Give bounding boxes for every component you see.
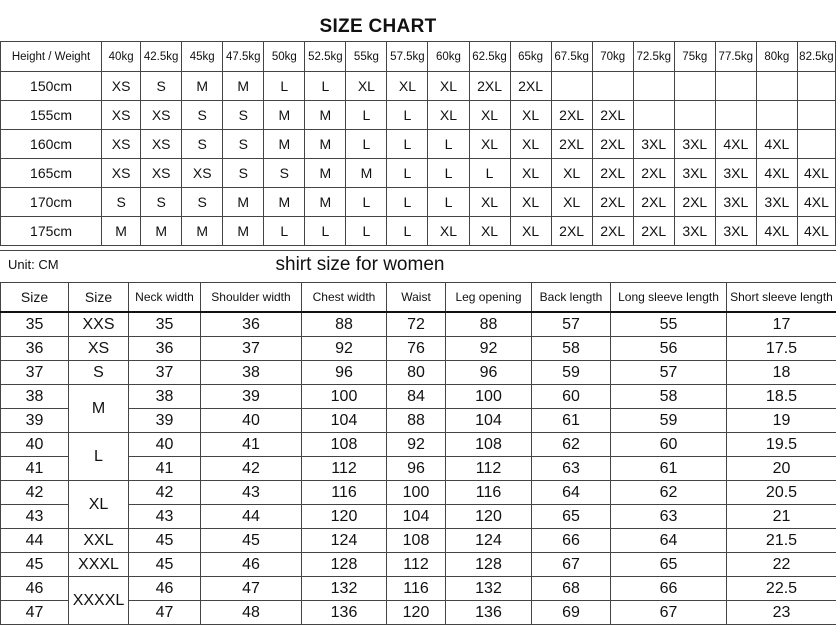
size-cell: 2XL: [674, 188, 715, 217]
size-cell: L: [387, 159, 428, 188]
size-cell: L: [346, 130, 387, 159]
measurement-long: 64: [611, 529, 727, 553]
size-cell: XS: [102, 159, 141, 188]
measurement-chest: 104: [302, 409, 387, 433]
measurement-shoulder: 48: [201, 601, 302, 625]
size-cell: S: [264, 159, 305, 188]
measurement-chest: 120: [302, 505, 387, 529]
size-cell: L: [387, 217, 428, 246]
size-cell: [674, 72, 715, 101]
measurement-long: 59: [611, 409, 727, 433]
size-cell: XS: [102, 130, 141, 159]
size-cell: 2XL: [510, 72, 551, 101]
numeric-size: 46: [1, 577, 69, 601]
height-label: 155cm: [1, 101, 102, 130]
measurement-neck: 45: [129, 529, 201, 553]
measurement-short: 19: [727, 409, 836, 433]
measurement-long: 57: [611, 361, 727, 385]
size-cell: 2XL: [633, 188, 674, 217]
measurement-short: 18.5: [727, 385, 836, 409]
measurement-leg: 88: [446, 312, 532, 337]
column-header: Long sleeve length: [611, 283, 727, 313]
size-cell: L: [346, 101, 387, 130]
measurement-leg: 96: [446, 361, 532, 385]
measurement-chest: 136: [302, 601, 387, 625]
column-header: Back length: [532, 283, 611, 313]
measurement-waist: 72: [387, 312, 446, 337]
size-cell: [592, 72, 633, 101]
size-cell: 3XL: [715, 188, 756, 217]
column-header: Short sleeve length: [727, 283, 836, 313]
measurement-chest: 88: [302, 312, 387, 337]
weight-header: 40kg: [102, 42, 141, 72]
measurement-shoulder: 39: [201, 385, 302, 409]
measurement-back: 61: [532, 409, 611, 433]
measurement-chest: 124: [302, 529, 387, 553]
size-cell: 3XL: [674, 217, 715, 246]
size-cell: XS: [102, 72, 141, 101]
size-cell: L: [264, 217, 305, 246]
size-label: XS: [69, 337, 129, 361]
measurement-waist: 84: [387, 385, 446, 409]
measurement-long: 61: [611, 457, 727, 481]
size-cell: XL: [551, 188, 592, 217]
measurement-leg: 132: [446, 577, 532, 601]
numeric-size: 38: [1, 385, 69, 409]
column-header: Shoulder width: [201, 283, 302, 313]
size-label: XL: [69, 481, 129, 529]
size-cell: XL: [551, 159, 592, 188]
weight-header: 65kg: [510, 42, 551, 72]
section-divider: [0, 250, 836, 251]
size-cell: XS: [141, 159, 182, 188]
measurement-waist: 88: [387, 409, 446, 433]
height-weight-header: Height / Weight: [1, 42, 102, 72]
measurement-short: 22: [727, 553, 836, 577]
height-label: 175cm: [1, 217, 102, 246]
size-cell: L: [428, 130, 469, 159]
measurement-long: 58: [611, 385, 727, 409]
measurement-waist: 116: [387, 577, 446, 601]
weight-header-row: [1, 42, 836, 72]
height-label: 170cm: [1, 188, 102, 217]
size-cell: [633, 72, 674, 101]
measurement-long: 65: [611, 553, 727, 577]
measurement-short: 21: [727, 505, 836, 529]
size-cell: M: [223, 188, 264, 217]
measurement-short: 19.5: [727, 433, 836, 457]
size-cell: XS: [141, 101, 182, 130]
numeric-size: 36: [1, 337, 69, 361]
measurement-short: 23: [727, 601, 836, 625]
column-header: Leg opening: [446, 283, 532, 313]
size-cell: S: [182, 101, 223, 130]
measurement-neck: 41: [129, 457, 201, 481]
size-cell: 4XL: [715, 130, 756, 159]
measurement-neck: 35: [129, 312, 201, 337]
size-cell: M: [305, 101, 346, 130]
height-row: [1, 101, 836, 130]
size-label: XXXL: [69, 553, 129, 577]
measurement-short: 20.5: [727, 481, 836, 505]
numeric-size: 35: [1, 312, 69, 337]
measurement-back: 69: [532, 601, 611, 625]
size-cell: XL: [469, 217, 510, 246]
measurement-long: 66: [611, 577, 727, 601]
size-cell: L: [387, 188, 428, 217]
size-label: L: [69, 433, 129, 481]
measurement-long: 62: [611, 481, 727, 505]
measurement-long: 63: [611, 505, 727, 529]
measurement-back: 59: [532, 361, 611, 385]
weight-header: 67.5kg: [551, 42, 592, 72]
size-cell: [674, 101, 715, 130]
measurement-shoulder: 44: [201, 505, 302, 529]
size-cell: XS: [141, 130, 182, 159]
height-label: 150cm: [1, 72, 102, 101]
size-cell: XL: [428, 72, 469, 101]
size-cell: L: [346, 217, 387, 246]
size-cell: XL: [510, 130, 551, 159]
size-cell: XL: [510, 159, 551, 188]
size-cell: 3XL: [715, 159, 756, 188]
weight-header: 52.5kg: [305, 42, 346, 72]
numeric-size: 39: [1, 409, 69, 433]
measurement-leg: 124: [446, 529, 532, 553]
measurement-waist: 96: [387, 457, 446, 481]
size-cell: 2XL: [592, 217, 633, 246]
size-cell: M: [102, 217, 141, 246]
measurement-shoulder: 40: [201, 409, 302, 433]
size-cell: [715, 72, 756, 101]
size-cell: L: [305, 72, 346, 101]
measurement-long: 67: [611, 601, 727, 625]
weight-header: 80kg: [756, 42, 797, 72]
weight-header: 45kg: [182, 42, 223, 72]
measurement-long: 56: [611, 337, 727, 361]
size-cell: XS: [102, 101, 141, 130]
size-cell: 4XL: [797, 188, 835, 217]
measurement-neck: 40: [129, 433, 201, 457]
size-cell: 2XL: [551, 130, 592, 159]
table-row: [1, 481, 836, 505]
measurement-shoulder: 42: [201, 457, 302, 481]
measurement-leg: 100: [446, 385, 532, 409]
measurement-chest: 132: [302, 577, 387, 601]
size-cell: L: [305, 217, 346, 246]
measurement-neck: 39: [129, 409, 201, 433]
height-weight-size-table: [0, 41, 836, 246]
measurement-waist: 100: [387, 481, 446, 505]
measurement-back: 64: [532, 481, 611, 505]
measurement-short: 21.5: [727, 529, 836, 553]
weight-header: 62.5kg: [469, 42, 510, 72]
size-cell: L: [264, 72, 305, 101]
measurement-waist: 120: [387, 601, 446, 625]
measurement-back: 68: [532, 577, 611, 601]
size-label: M: [69, 385, 129, 433]
height-row: [1, 159, 836, 188]
measurement-waist: 108: [387, 529, 446, 553]
size-cell: 2XL: [592, 188, 633, 217]
table-row: [1, 361, 836, 385]
measurement-leg: 104: [446, 409, 532, 433]
height-row: [1, 188, 836, 217]
weight-header: 42.5kg: [141, 42, 182, 72]
size-cell: M: [223, 72, 264, 101]
numeric-size: 41: [1, 457, 69, 481]
size-cell: [797, 130, 835, 159]
weight-header: 75kg: [674, 42, 715, 72]
size-cell: XL: [387, 72, 428, 101]
measurement-neck: 36: [129, 337, 201, 361]
measurement-back: 62: [532, 433, 611, 457]
size-cell: M: [182, 217, 223, 246]
size-chart-title: SIZE CHART: [319, 16, 437, 37]
measurement-waist: 112: [387, 553, 446, 577]
size-cell: S: [223, 130, 264, 159]
numeric-size: 47: [1, 601, 69, 625]
size-cell: S: [182, 188, 223, 217]
size-cell: S: [223, 159, 264, 188]
measurement-shoulder: 43: [201, 481, 302, 505]
shirt-header-row: [1, 283, 836, 313]
measurement-short: 18: [727, 361, 836, 385]
size-cell: 2XL: [592, 130, 633, 159]
size-cell: M: [305, 130, 346, 159]
measurement-neck: 42: [129, 481, 201, 505]
table-row: [1, 433, 836, 457]
size-cell: XL: [510, 101, 551, 130]
measurement-waist: 104: [387, 505, 446, 529]
size-cell: L: [428, 188, 469, 217]
measurement-leg: 108: [446, 433, 532, 457]
measurement-neck: 38: [129, 385, 201, 409]
measurement-chest: 100: [302, 385, 387, 409]
shirt-measurement-table: [0, 282, 836, 625]
measurement-shoulder: 41: [201, 433, 302, 457]
measurement-leg: 112: [446, 457, 532, 481]
size-cell: 2XL: [633, 159, 674, 188]
measurement-shoulder: 38: [201, 361, 302, 385]
weight-header: 55kg: [346, 42, 387, 72]
measurement-short: 17.5: [727, 337, 836, 361]
measurement-back: 67: [532, 553, 611, 577]
table-row: [1, 312, 836, 337]
measurement-short: 22.5: [727, 577, 836, 601]
size-cell: XL: [469, 101, 510, 130]
measurement-leg: 128: [446, 553, 532, 577]
measurement-back: 65: [532, 505, 611, 529]
size-cell: S: [141, 72, 182, 101]
size-cell: 4XL: [797, 217, 835, 246]
size-cell: M: [182, 72, 223, 101]
numeric-size: 42: [1, 481, 69, 505]
size-cell: XL: [346, 72, 387, 101]
weight-header: 72.5kg: [633, 42, 674, 72]
height-label: 165cm: [1, 159, 102, 188]
measurement-shoulder: 46: [201, 553, 302, 577]
measurement-shoulder: 47: [201, 577, 302, 601]
measurement-back: 58: [532, 337, 611, 361]
table-row: [1, 577, 836, 601]
height-row: [1, 72, 836, 101]
measurement-back: 57: [532, 312, 611, 337]
size-cell: 4XL: [756, 217, 797, 246]
size-cell: [756, 101, 797, 130]
size-cell: M: [141, 217, 182, 246]
size-label: XXXXL: [69, 577, 129, 625]
size-cell: 2XL: [592, 159, 633, 188]
size-cell: L: [469, 159, 510, 188]
measurement-chest: 116: [302, 481, 387, 505]
measurement-leg: 136: [446, 601, 532, 625]
size-cell: L: [387, 101, 428, 130]
size-cell: S: [141, 188, 182, 217]
table-row: [1, 385, 836, 409]
weight-header: 77.5kg: [715, 42, 756, 72]
shirt-size-subtitle: shirt size for women: [275, 254, 445, 275]
size-cell: 2XL: [551, 101, 592, 130]
weight-header: 70kg: [592, 42, 633, 72]
size-cell: M: [305, 159, 346, 188]
measurement-back: 63: [532, 457, 611, 481]
column-header: Waist: [387, 283, 446, 313]
height-label: 160cm: [1, 130, 102, 159]
size-cell: [797, 101, 835, 130]
table-row: [1, 553, 836, 577]
size-cell: M: [264, 188, 305, 217]
size-cell: 4XL: [756, 130, 797, 159]
size-cell: 3XL: [674, 130, 715, 159]
size-cell: XS: [182, 159, 223, 188]
size-cell: 2XL: [592, 101, 633, 130]
column-header: Neck width: [129, 283, 201, 313]
measurement-waist: 76: [387, 337, 446, 361]
measurement-chest: 108: [302, 433, 387, 457]
size-cell: [633, 101, 674, 130]
height-row: [1, 217, 836, 246]
measurement-neck: 37: [129, 361, 201, 385]
size-cell: 3XL: [715, 217, 756, 246]
weight-header: 60kg: [428, 42, 469, 72]
size-cell: M: [264, 130, 305, 159]
table-row: [1, 529, 836, 553]
numeric-size: 43: [1, 505, 69, 529]
measurement-neck: 45: [129, 553, 201, 577]
size-cell: XL: [510, 188, 551, 217]
size-cell: 3XL: [756, 188, 797, 217]
measurement-chest: 112: [302, 457, 387, 481]
weight-header: 82.5kg: [797, 42, 835, 72]
column-header: Size: [1, 283, 69, 313]
size-cell: XL: [469, 188, 510, 217]
size-cell: 2XL: [551, 217, 592, 246]
measurement-neck: 47: [129, 601, 201, 625]
measurement-leg: 116: [446, 481, 532, 505]
weight-header: 57.5kg: [387, 42, 428, 72]
size-cell: [756, 72, 797, 101]
numeric-size: 44: [1, 529, 69, 553]
column-header: Chest width: [302, 283, 387, 313]
weight-header: 47.5kg: [223, 42, 264, 72]
size-cell: XL: [510, 217, 551, 246]
size-label: XXL: [69, 529, 129, 553]
measurement-back: 66: [532, 529, 611, 553]
measurement-waist: 92: [387, 433, 446, 457]
size-cell: 3XL: [633, 130, 674, 159]
size-cell: S: [182, 130, 223, 159]
size-cell: 4XL: [756, 159, 797, 188]
size-label: S: [69, 361, 129, 385]
size-cell: M: [346, 159, 387, 188]
measurement-leg: 92: [446, 337, 532, 361]
size-cell: 3XL: [674, 159, 715, 188]
measurement-leg: 120: [446, 505, 532, 529]
size-cell: [715, 101, 756, 130]
measurement-shoulder: 45: [201, 529, 302, 553]
measurement-chest: 92: [302, 337, 387, 361]
unit-label: Unit: CM: [8, 257, 59, 272]
measurement-chest: 128: [302, 553, 387, 577]
size-cell: XL: [469, 130, 510, 159]
size-cell: M: [264, 101, 305, 130]
measurement-long: 55: [611, 312, 727, 337]
measurement-shoulder: 37: [201, 337, 302, 361]
size-cell: S: [102, 188, 141, 217]
measurement-chest: 96: [302, 361, 387, 385]
size-label: XXS: [69, 312, 129, 337]
measurement-neck: 43: [129, 505, 201, 529]
size-cell: L: [428, 159, 469, 188]
numeric-size: 37: [1, 361, 69, 385]
measurement-short: 20: [727, 457, 836, 481]
table-row: [1, 337, 836, 361]
size-cell: [551, 72, 592, 101]
size-cell: 4XL: [797, 159, 835, 188]
size-cell: [797, 72, 835, 101]
column-header: Size: [69, 283, 129, 313]
size-cell: XL: [428, 101, 469, 130]
weight-header: 50kg: [264, 42, 305, 72]
size-cell: 2XL: [633, 217, 674, 246]
measurement-back: 60: [532, 385, 611, 409]
height-row: [1, 130, 836, 159]
measurement-short: 17: [727, 312, 836, 337]
size-cell: L: [346, 188, 387, 217]
size-cell: M: [223, 217, 264, 246]
size-cell: M: [305, 188, 346, 217]
measurement-long: 60: [611, 433, 727, 457]
numeric-size: 45: [1, 553, 69, 577]
size-cell: S: [223, 101, 264, 130]
size-cell: 2XL: [469, 72, 510, 101]
size-cell: L: [387, 130, 428, 159]
size-cell: XL: [428, 217, 469, 246]
numeric-size: 40: [1, 433, 69, 457]
measurement-neck: 46: [129, 577, 201, 601]
measurement-waist: 80: [387, 361, 446, 385]
measurement-shoulder: 36: [201, 312, 302, 337]
